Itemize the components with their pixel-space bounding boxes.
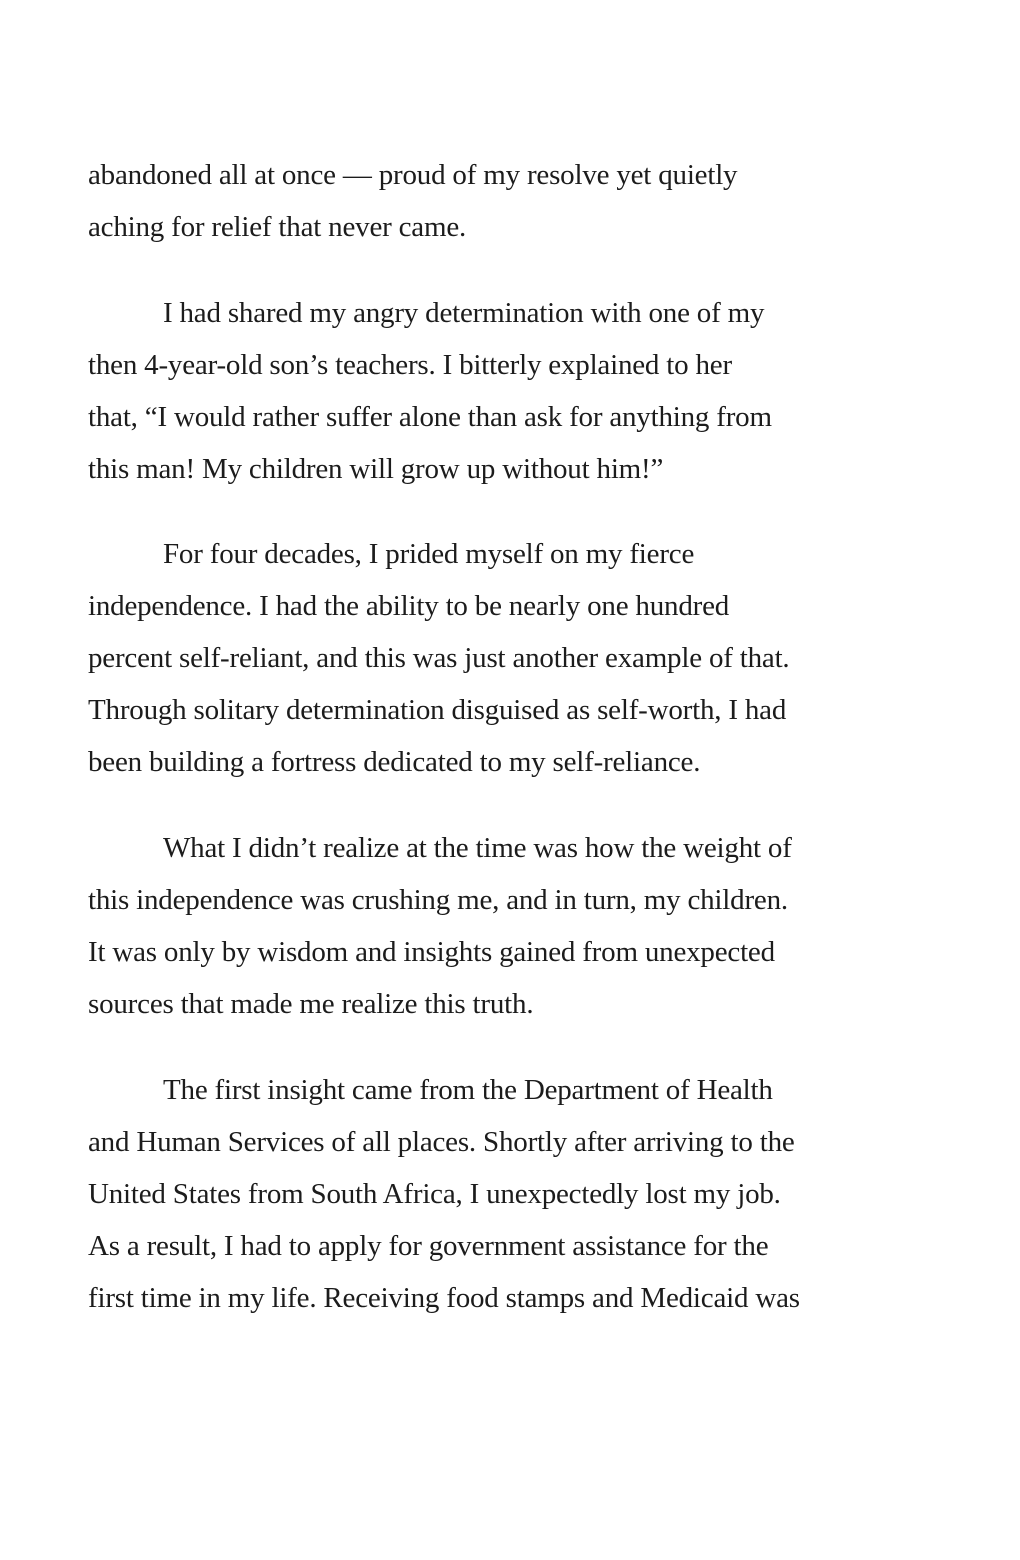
paragraph-2-line-2: then 4-year-old son’s teachers. I bitterly explained to her [88,349,732,381]
paragraph-5-line-2: and Human Services of all places. Shortly after arriving to the [88,1126,795,1158]
paragraph-5-line-1: The first insight came from the Department of Health [163,1074,773,1106]
paragraph-5-line-3: United States from South Africa, I unexpectedly lost my job. [88,1178,781,1210]
paragraph-5-line-4: As a result, I had to apply for government assistance for the [88,1230,769,1262]
paragraph-1-line-1: abandoned all at once — proud of my resolve yet quietly [88,159,738,191]
paragraph-3-line-3: percent self-reliant, and this was just another example of that. [88,642,790,674]
paragraph-4-line-4: sources that made me realize this truth. [88,988,534,1020]
paragraph-5-line-5: first time in my life. Receiving food stamps and Medicaid was [88,1282,800,1314]
paragraph-4-line-2: this independence was crushing me, and in turn, my children. [88,884,788,916]
paragraph-4-line-1: What I didn’t realize at the time was how the weight of [163,832,792,864]
paragraph-3-line-1: For four decades, I prided myself on my fierce [163,538,695,570]
paragraph-1-line-2: aching for relief that never came. [88,211,467,243]
paragraph-3-line-4: Through solitary determination disguised as self-worth, I had [88,694,787,726]
paragraph-2-line-1: I had shared my angry determination with one of my [163,297,765,329]
paragraph-3-line-2: independence. I had the ability to be nearly one hundred [88,590,730,622]
paragraph-2-line-3: that, “I would rather suffer alone than ask for anything from [88,401,772,433]
paragraph-3-line-5: been building a fortress dedicated to my self-reliance. [88,746,701,778]
paragraph-2-line-4: this man! My children will grow up without him!” [88,453,664,485]
paragraph-4-line-3: It was only by wisdom and insights gained from unexpected [88,936,775,968]
